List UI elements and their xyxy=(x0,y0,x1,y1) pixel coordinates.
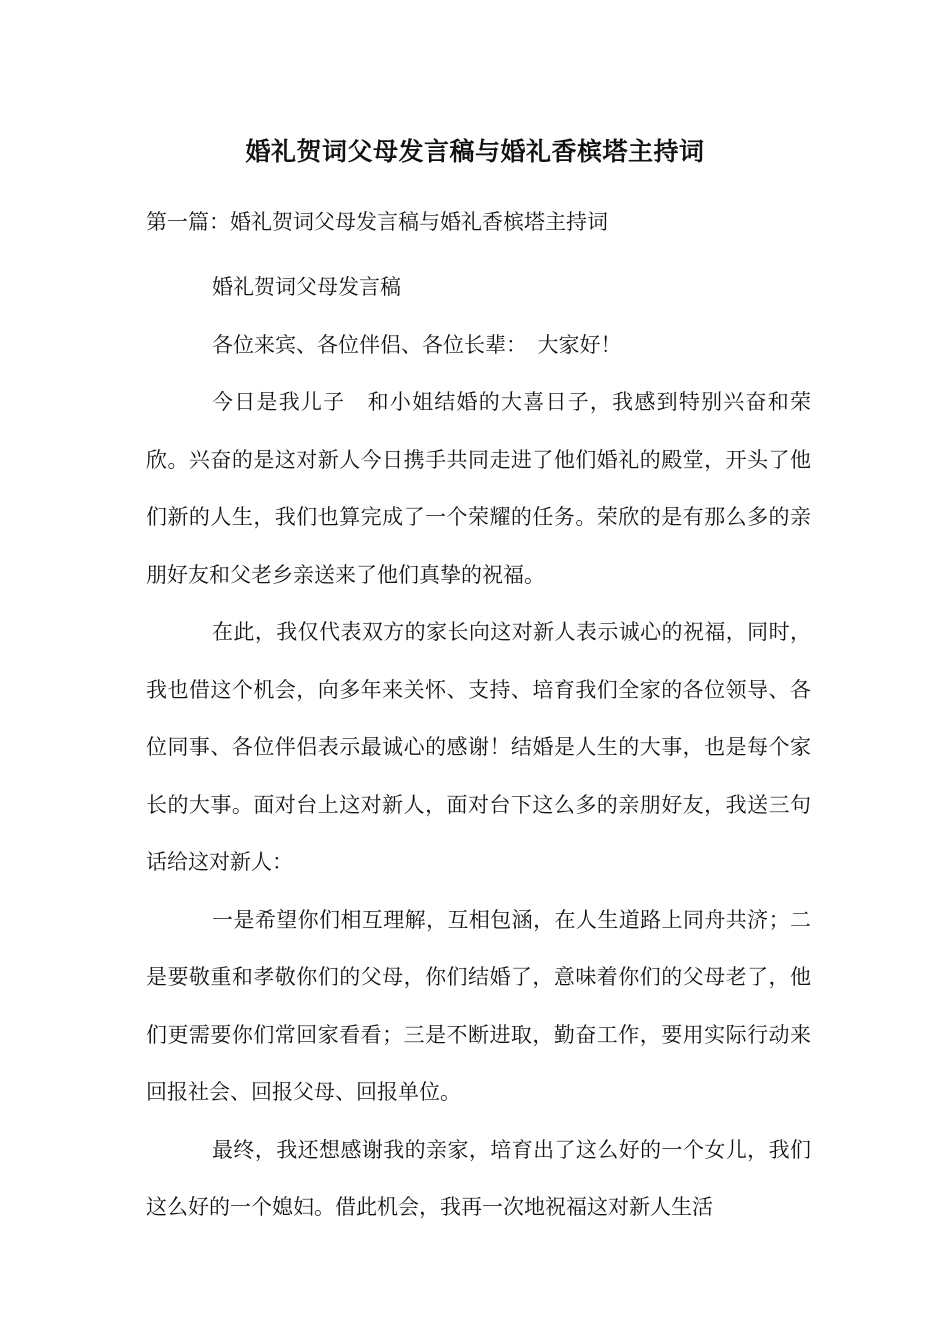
speech-heading: 婚礼贺词父母发言稿 xyxy=(212,275,401,299)
body-paragraph: 最终，我还想感谢我的亲家，培育出了这么好的一个女儿，我们这么好的一个媳妇。借此机会，我再一次地祝福这对新人生活 xyxy=(146,1137,811,1219)
body-paragraph: 一是希望你们相互理解，互相包涵，在人生道路上同舟共济；二是要敬重和孝敬你们的父母，你们结婚了，意味着你们的父母老了，他们更需要你们常回家看看；三是不断进取，勤奋工作，要用实际行动来回报社会、回报父母、回报单位。 xyxy=(146,907,811,1104)
chapter-heading: 第一篇：婚礼贺词父母发言稿与婚礼香槟塔主持词 xyxy=(146,210,608,234)
body-paragraph: 今日是我儿子 和小姐结婚的大喜日子，我感到特别兴奋和荣欣。兴奋的是这对新人今日携手共同走进了他们婚礼的殿堂，开头了他们新的人生，我们也算完成了一个荣耀的任务。荣欣的是有那么多的亲朋好友和父老乡亲送来了他们真挚的祝福。 xyxy=(146,390,811,587)
body-paragraph: 在此，我仅代表双方的家长向这对新人表示诚心的祝福，同时，我也借这个机会，向多年来关怀、支持、培育我们全家的各位领导、各位同事、各位伴侣表示最诚心的感谢！结婚是人生的大事，也是每个家长的大事。面对台上这对新人，面对台下这么多的亲朋好友，我送三句话给这对新人： xyxy=(146,620,811,874)
greeting-paragraph: 各位来宾、各位伴侣、各位长辈： 大家好！ xyxy=(212,332,622,357)
document-body xyxy=(146,259,811,1237)
document-title: 婚礼贺词父母发言稿与婚礼香槟塔主持词 xyxy=(245,137,705,166)
